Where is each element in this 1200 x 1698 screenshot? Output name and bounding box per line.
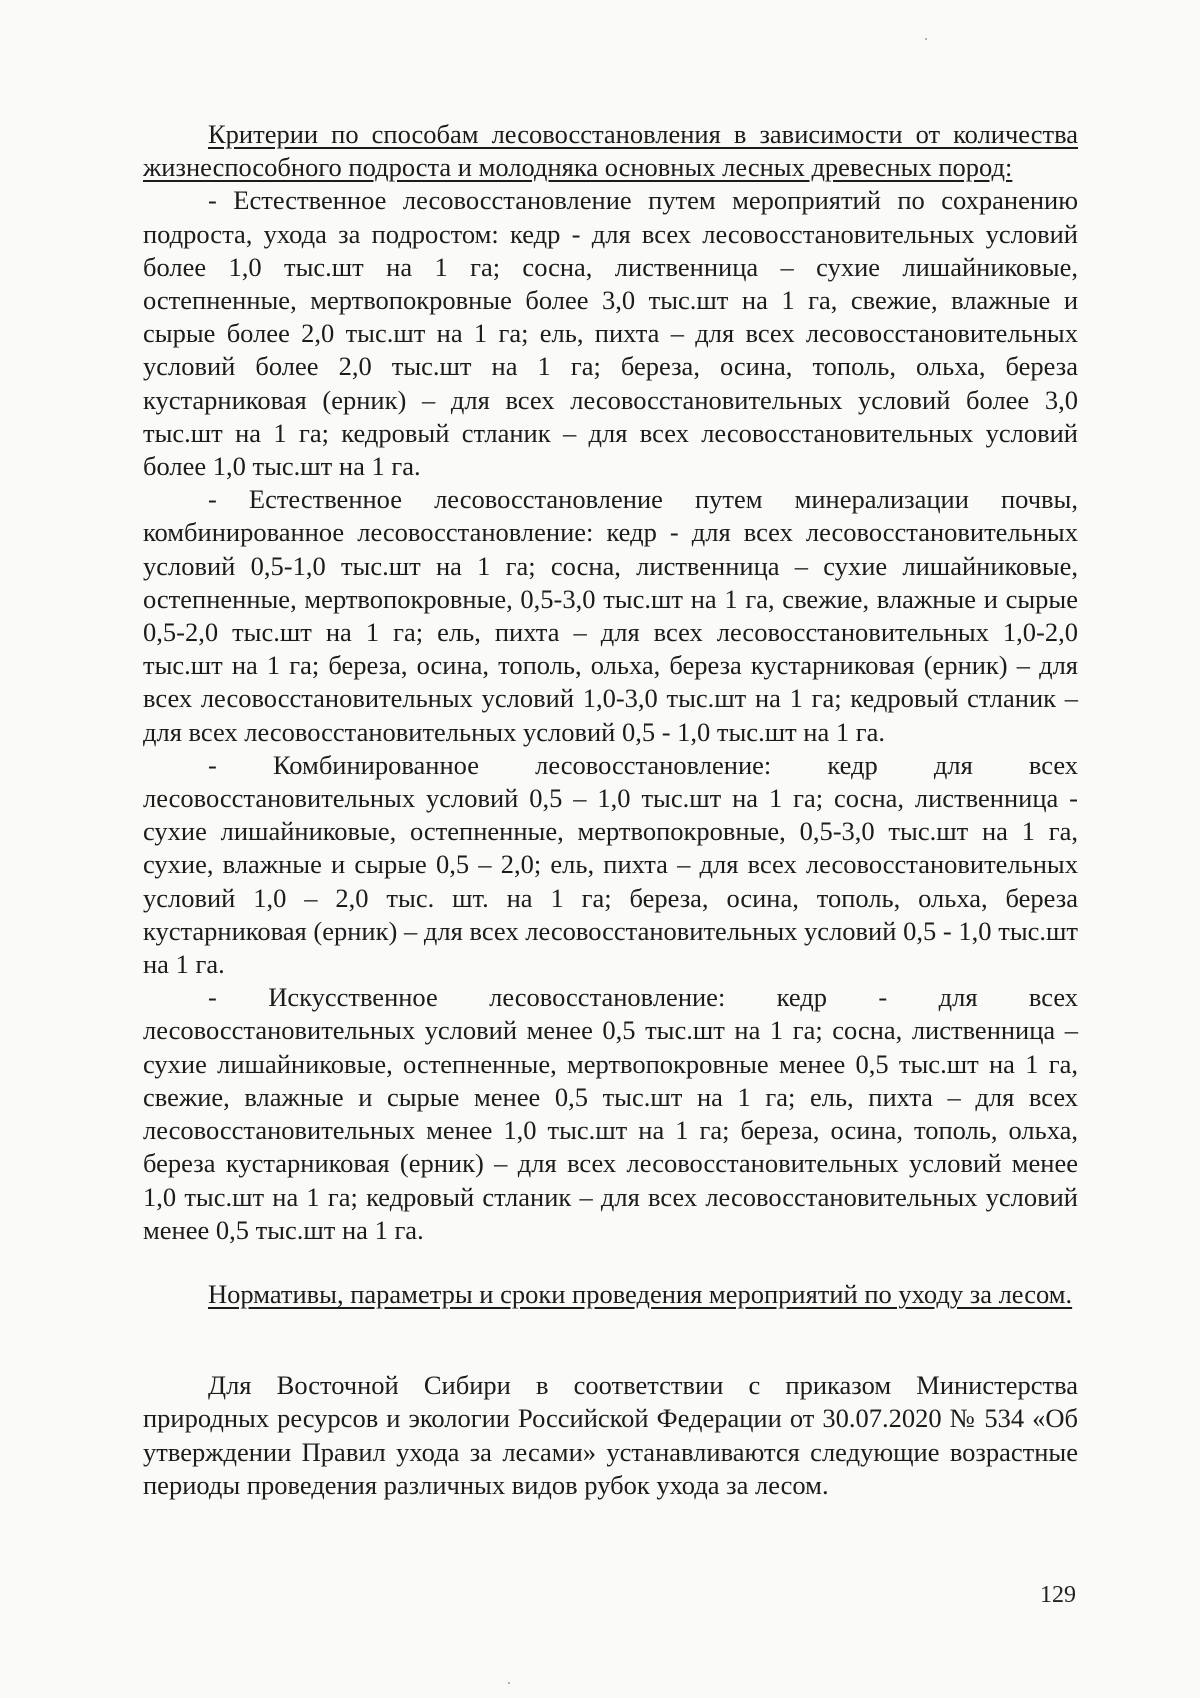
paragraph-artificial-regeneration: - Искусственное лесовосстановление: кедр - для всех лесовосстановительных условий менее 0,5 тыс.шт на 1 га; сосна, лиственница – сухие лишайниковые, остепненные, мертвопокровные менее 0,5 тыс.шт на 1 га, свежие, влажные и сырые менее 0,5 тыс.шт на 1 га; ель, пихта – для всех лесовосстановительных менее 1,0 тыс.шт на 1 га; береза, осина, тополь, ольха, береза кустарниковая (ерник) – для всех лесовосстановительных условий менее 1,0 тыс.шт на 1 га; кедровый стланик – для всех лесовосстановительных условий менее 0,5 тыс.шт на 1 га. bbox=[143, 982, 1078, 1245]
criteria-heading: Критерии по способам лесовосстановления в зависимости от количества жизнеспособного подроста и молодняка основных лесных древесных пород: bbox=[143, 119, 1078, 183]
paragraph-natural-regeneration-preservation: - Естественное лесовосстановление путем мероприятий по сохранению подроста, ухода за подростом: кедр - для всех лесовосстановительных условий более 1,0 тыс.шт на 1 га; сосна, лиственница – сухие лишайниковые, остепненные, мертвопокровные более 3,0 тыс.шт на 1 га, свежие, влажные и сырые более 2,0 тыс.шт на 1 га; ель, пихта – для всех лесовосстановительных условий более 2,0 тыс.шт на 1 га; береза, осина, тополь, ольха, береза кустарниковая (ерник) – для всех лесовосстановительных условий более 3,0 тыс.шт на 1 га; кедровый стланик – для всех лесовосстановительных условий более 1,0 тыс.шт на 1 га. bbox=[143, 185, 1078, 482]
scan-speck bbox=[925, 38, 927, 40]
scan-speck bbox=[508, 1682, 510, 1684]
document-body bbox=[143, 118, 1078, 1502]
paragraph-natural-regeneration-mineralization: - Естественное лесовосстановление путем минерализации почвы, комбинированное лесовосстановление: кедр - для всех лесовосстановительных условий 0,5-1,0 тыс.шт на 1 га; сосна, лиственница – сухие лишайниковые, остепненные, мертвопокровные, 0,5-3,0 тыс.шт на 1 га, свежие, влажные и сырые 0,5-2,0 тыс.шт на 1 га; ель, пихта – для всех лесовосстановительных 1,0-2,0 тыс.шт на 1 га; береза, осина, тополь, ольха, береза кустарниковая (ерник) – для всех лесовосстановительных условий 1,0-3,0 тыс.шт на 1 га; кедровый стланик – для всех лесовосстановительных условий 0,5 - 1,0 тыс.шт на 1 га. bbox=[143, 484, 1078, 747]
paragraph-east-siberia-intro: Для Восточной Сибири в соответствии с приказом Министерства природных ресурсов и экологии Российской Федерации от 30.07.2020 № 534 «Об утверждении Правил ухода за лесами» устанавливаются следующие возрастные периоды проведения различных видов рубок ухода за лесом. bbox=[143, 1370, 1078, 1500]
paragraph-combined-regeneration: - Комбинированное лесовосстановление: кедр для всех лесовосстановительных условий 0,5 – 1,0 тыс.шт на 1 га; сосна, лиственница - сухие лишайниковые, остепненные, мертвопокровные, 0,5-3,0 тыс.шт на 1 га, сухие, влажные и сырые 0,5 – 2,0; ель, пихта – для всех лесовосстановительных условий 1,0 – 2,0 тыс. шт. на 1 га; береза, осина, тополь, ольха, береза кустарниковая (ерник) – для всех лесовосстановительных условий 0,5 - 1,0 тыс.шт на 1 га. bbox=[143, 749, 1078, 980]
page-number: 129 bbox=[1040, 1582, 1076, 1608]
norms-heading: Нормативы, параметры и сроки проведения мероприятий по уходу за лесом. bbox=[208, 1278, 1073, 1309]
